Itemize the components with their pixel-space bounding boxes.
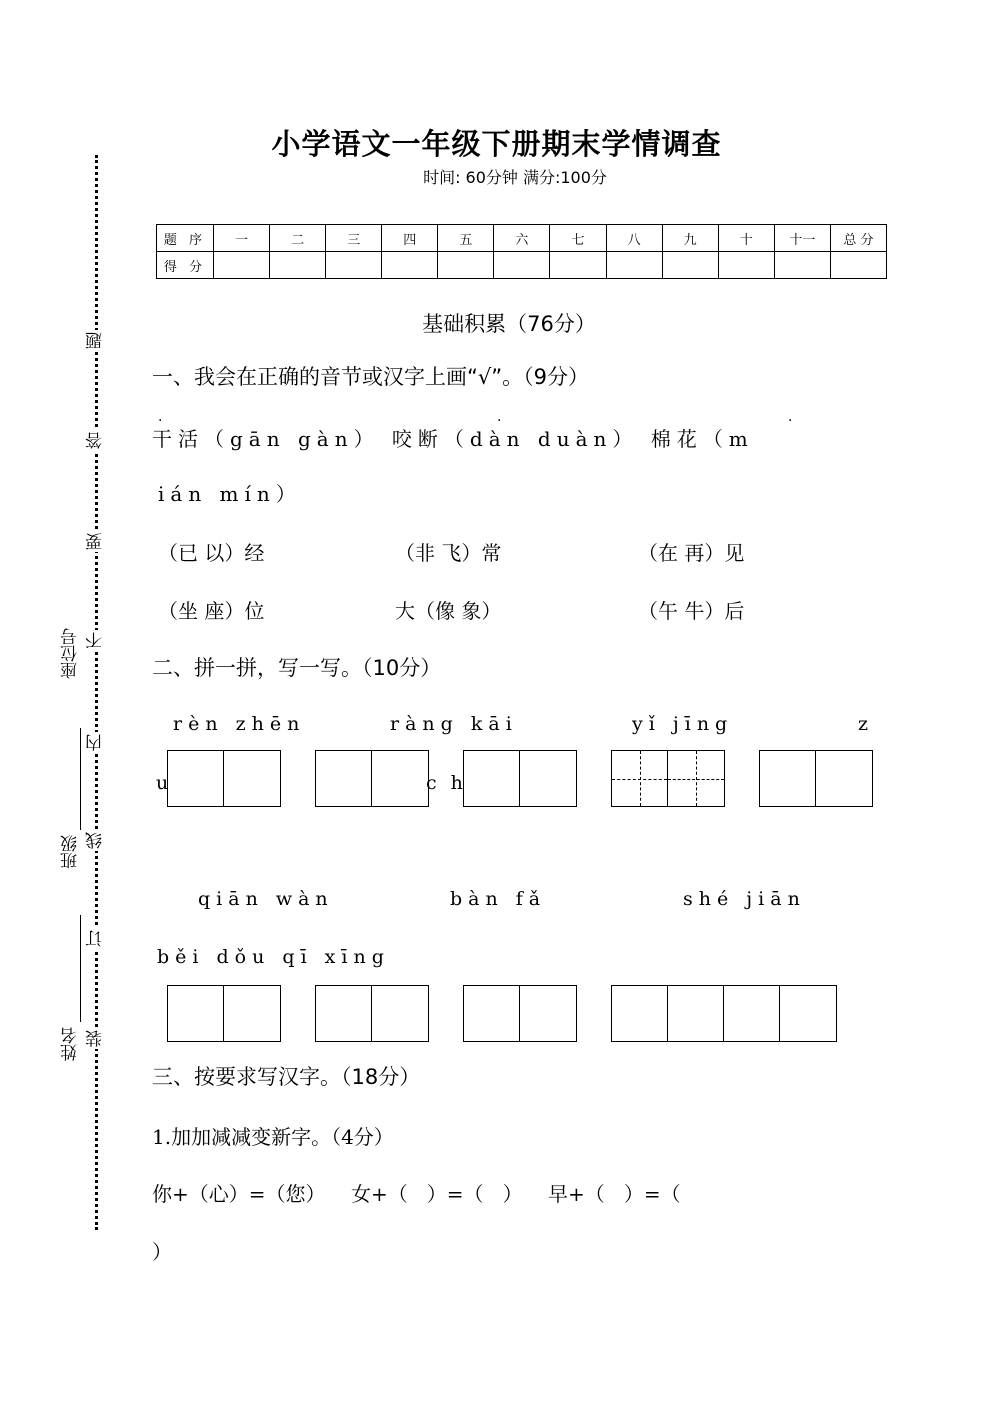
score-cell	[718, 252, 774, 279]
score-col-4: 四	[382, 225, 438, 252]
seal-word-2: 订	[86, 930, 106, 947]
q3-line1: 你+（心）=（您） 女+（ ）=（ ） 早+（ ）=（	[152, 1182, 681, 1206]
score-col-8: 八	[606, 225, 662, 252]
seal-word-3: 线	[86, 832, 106, 849]
pinyin-5: c h	[426, 772, 467, 794]
seal-word-6: 要	[86, 533, 106, 550]
score-table	[156, 224, 887, 279]
score-cell	[662, 252, 718, 279]
emphasis-dot: ·	[158, 413, 163, 429]
score-col-7: 七	[550, 225, 606, 252]
q3-line1-continued: ）	[152, 1240, 172, 1264]
section-title: 基础积累（76分）	[422, 312, 596, 336]
pinyin-7: bàn fǎ	[450, 888, 547, 910]
seal-word-5: 不	[86, 632, 106, 649]
page-title: 小学语文一年级下册期末学情调查	[271, 127, 722, 161]
class-write-line	[80, 728, 81, 830]
score-col-11: 十一	[774, 225, 830, 252]
q2-heading: 二、拼一拼，写一写。（10分）	[152, 656, 442, 680]
pinyin-4-end: u	[156, 772, 169, 794]
score-cell	[270, 252, 326, 279]
score-col-10: 十	[718, 225, 774, 252]
emphasis-dot: ·	[497, 413, 502, 429]
score-table-row1-label: 题 序	[157, 225, 214, 252]
score-col-3: 三	[326, 225, 382, 252]
pinyin-4-start: z	[858, 713, 875, 735]
writing-grid[interactable]	[463, 750, 577, 807]
score-col-2: 二	[270, 225, 326, 252]
score-col-1: 一	[214, 225, 270, 252]
writing-grid[interactable]	[759, 750, 873, 807]
q1-row3-item1: （坐 座）位	[158, 599, 265, 623]
seal-word-8: 题	[86, 332, 106, 349]
q1-line1-continued: ián mín）	[158, 482, 302, 506]
q1-row2-item1: （已 以）经	[158, 541, 265, 565]
q1-heading: 一、我会在正确的音节或汉字上画“√”。（9分）	[152, 365, 589, 389]
score-table-row2-label: 得 分	[157, 252, 214, 279]
q1-row2-item3: （在 再）见	[638, 541, 745, 565]
name-label: 姓名	[61, 1027, 81, 1061]
writing-grid[interactable]	[167, 985, 281, 1042]
pinyin-9: běi dǒu qī xīng	[157, 946, 390, 968]
score-cell	[326, 252, 382, 279]
writing-grid[interactable]	[463, 985, 577, 1042]
writing-grid[interactable]	[611, 750, 725, 807]
writing-grid[interactable]	[167, 750, 281, 807]
pinyin-8: shé jiān	[683, 888, 806, 910]
score-cell	[214, 252, 270, 279]
score-cell	[606, 252, 662, 279]
seal-word-7: 答	[86, 432, 106, 449]
q1-row2-item2: （非 飞）常	[395, 541, 502, 565]
name-write-line	[80, 915, 81, 1022]
score-cell	[774, 252, 830, 279]
seal-word-4: 内	[86, 734, 106, 751]
writing-grid[interactable]	[315, 750, 429, 807]
score-col-6: 六	[494, 225, 550, 252]
pinyin-3: yǐ jīng	[632, 713, 734, 735]
score-cell	[550, 252, 606, 279]
score-cell	[382, 252, 438, 279]
q3-heading: 三、按要求写汉字。（18分）	[152, 1065, 421, 1089]
q1-row3-item3: （午 牛）后	[638, 599, 745, 623]
pinyin-2: ràng kāi	[390, 713, 518, 735]
writing-grid[interactable]	[315, 985, 429, 1042]
score-col-total: 总 分	[830, 225, 886, 252]
score-cell	[494, 252, 550, 279]
score-col-5: 五	[438, 225, 494, 252]
exam-info: 时间: 60分钟 满分:100分	[423, 168, 607, 187]
score-cell	[438, 252, 494, 279]
seat-label: 座位号	[61, 628, 81, 679]
class-label: 班级	[61, 835, 81, 869]
q3-subquestion-1: 1.加加减减变新字。（4分）	[152, 1125, 394, 1149]
pinyin-1: rèn zhēn	[173, 713, 306, 735]
q1-row3-item2: 大（像 象）	[395, 599, 502, 623]
writing-grid[interactable]	[611, 985, 837, 1042]
score-cell	[830, 252, 886, 279]
seal-word-1: 装	[86, 1030, 106, 1047]
score-col-9: 九	[662, 225, 718, 252]
q1-line1: 干活（gān gàn） 咬断（dàn duàn） 棉花（m	[152, 427, 754, 451]
pinyin-6: qiān wàn	[198, 888, 334, 910]
emphasis-dot: ·	[788, 413, 793, 429]
